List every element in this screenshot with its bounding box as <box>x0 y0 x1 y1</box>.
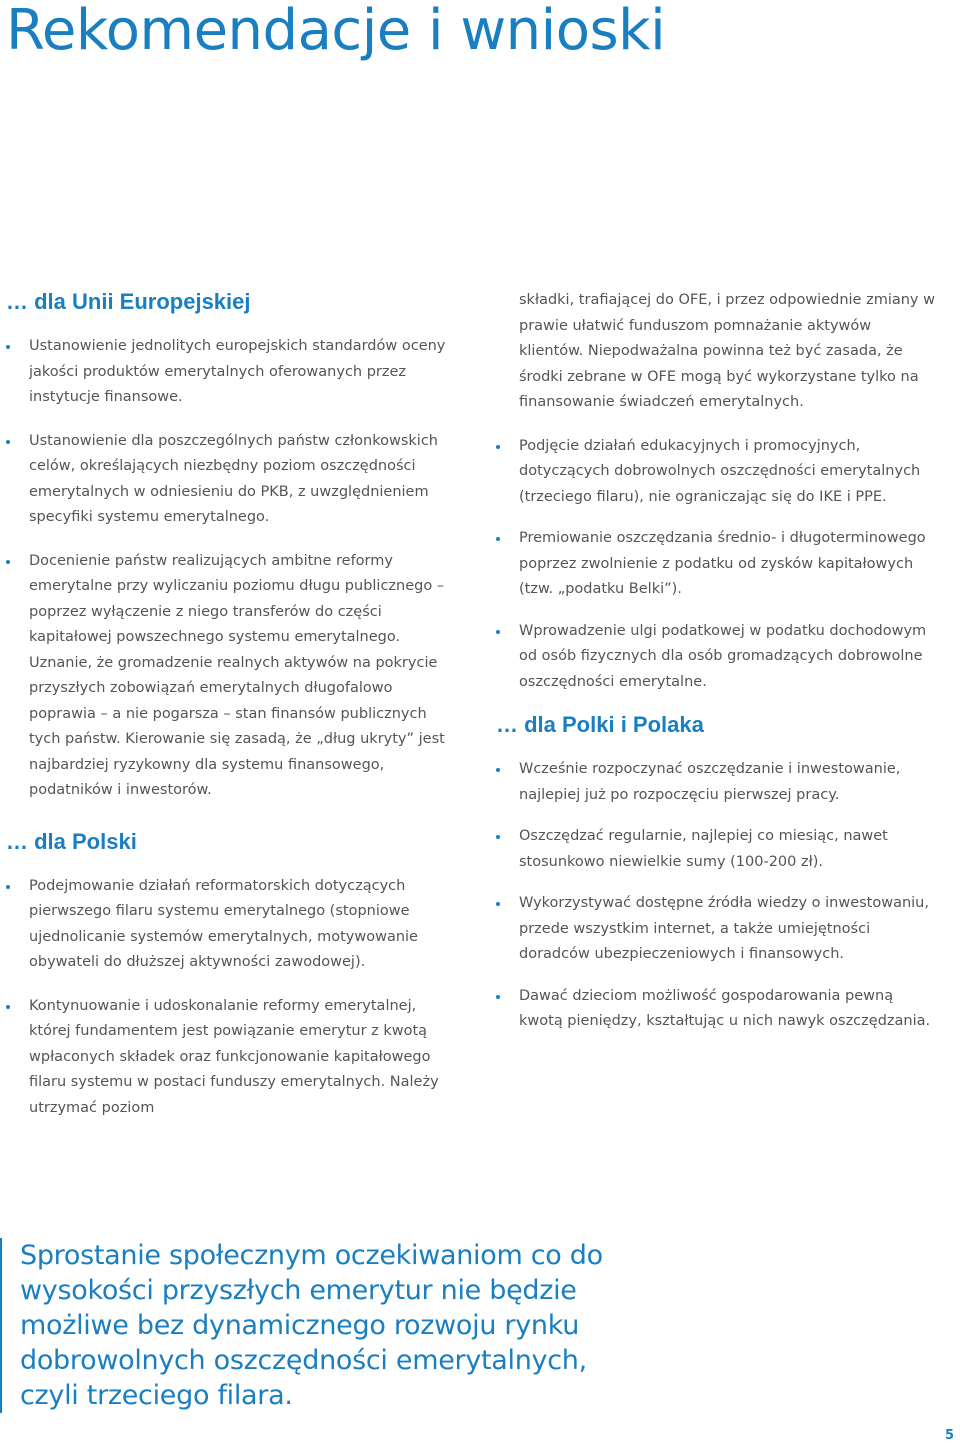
list-item <box>6 874 446 976</box>
bullet-list-poland-continued <box>496 434 936 696</box>
pull-quote-text: Sprostanie społecznym oczekiwaniom co do wysokości przyszłych emerytur nie będzie możliwe bez dynamicznego rozwoju rynku dobrowolnych oszczędności emerytalnych, czyli trzeciego filara. <box>20 1240 603 1411</box>
list-item-text: Ustanowienie dla poszczególnych państw członkowskich celów, określających niezbędny poziom oszczędności emerytalnych w odniesieniu do PKB, z uwzględnieniem specyfiki systemu emerytalnego. <box>29 432 438 525</box>
bullet-icon <box>6 560 10 564</box>
list-item-text: Wcześnie rozpoczynać oszczędzanie i inwestowanie, najlepiej już po rozpoczęciu pierwszej pracy. <box>519 761 901 803</box>
bullet-list-poland <box>6 874 446 1122</box>
bullet-list-citizens <box>496 757 936 1035</box>
list-item-text: Oszczędzać regularnie, najlepiej co miesiąc, nawet stosunkowo niewielkie sumy (100-200 zł). <box>519 828 888 870</box>
list-item-text: Dawać dzieciom możliwość gospodarowania pewną kwotą pieniędzy, kształtując u nich nawyk oszczędzania. <box>519 987 931 1029</box>
list-item-text: Docenienie państw realizujących ambitne reformy emerytalne przy wyliczaniu poziomu długu publicznego – poprzez wyłączenie z niego transferów do części kapitałowej powszechnego systemu emerytalnego. Uznanie, że gromadzenie realnych aktywów na pokrycie przyszłych zobowiązań emerytalnych długofalowo poprawia – a nie pogarsza – stan finansów publicznych tych państw. Kierowanie się zasadą, że „dług ukryty” jest najbardziej ryzykowny dla systemu finansowego, podatników i inwestorów. <box>29 552 445 798</box>
bullet-icon <box>496 835 500 839</box>
list-item <box>496 757 936 808</box>
list-item <box>496 984 936 1035</box>
list-item <box>496 526 936 603</box>
list-item <box>496 891 936 968</box>
continued-paragraph: składki, trafiającej do OFE, i przez odpowiednie zmiany w prawie ułatwić funduszom pomnażanie aktywów klientów. Niepodważalna powinna też być zasada, że środki zebrane w OFE mogą być wykorzystane tylko na finansowanie świadczeń emerytalnych. <box>519 292 935 410</box>
pull-quote <box>0 1238 620 1413</box>
right-column <box>496 288 936 1035</box>
list-item-text: Premiowanie oszczędzania średnio- i długoterminowego poprzez zwolnienie z podatku od zysków kapitałowych (tzw. „podatku Belki”). <box>519 530 926 597</box>
bullet-icon <box>496 630 500 634</box>
list-item <box>6 334 446 411</box>
bullet-icon <box>496 768 500 772</box>
list-item-text: Ustanowienie jednolitych europejskich standardów oceny jakości produktów emerytalnych oferowanych przez instytucje finansowe. <box>29 338 446 405</box>
list-item <box>6 549 446 804</box>
list-item-text: Podejmowanie działań reformatorskich dotyczących pierwszego filaru systemu emerytalnego (stopniowe ujednolicanie systemów emerytalnych, motywowanie obywateli do dłuższej aktywności zawodowej). <box>29 877 418 970</box>
page-title: Rekomendacje i wnioski <box>6 0 666 63</box>
list-item <box>496 824 936 875</box>
bullet-icon <box>6 885 10 889</box>
bullet-icon <box>496 902 500 906</box>
page-number: 5 <box>944 1428 954 1443</box>
list-item <box>496 434 936 511</box>
bullet-icon <box>6 440 10 444</box>
list-item <box>6 429 446 531</box>
section-heading-eu: … dla Unii Europejskiej <box>6 289 251 314</box>
list-item <box>6 994 446 1122</box>
bullet-icon <box>496 537 500 541</box>
bullet-icon <box>496 995 500 999</box>
list-item-text: Kontynuowanie i udoskonalanie reformy emerytalnej, której fundamentem jest powiązanie emerytur z kwotą wpłaconych składek oraz funkcjonowanie kapitałowego filaru systemu w postaci funduszy emerytalnych. Należy utrzymać poziom <box>29 997 439 1116</box>
bullet-list-eu <box>6 334 446 804</box>
left-column <box>6 288 446 1121</box>
list-item-text: Wprowadzenie ulgi podatkowej w podatku dochodowym od osób fizycznych dla osób gromadzących dobrowolne oszczędności emerytalne. <box>519 622 927 690</box>
section-heading-poland: … dla Polski <box>6 828 137 854</box>
bullet-icon <box>496 445 500 449</box>
section-heading-citizens: … dla Polki i Polaka <box>496 712 704 737</box>
list-item-text: Podjęcie działań edukacyjnych i promocyjnych, dotyczących dobrowolnych oszczędności emerytalnych (trzeciego filaru), nie ograniczając się do IKE i PPE. <box>519 437 921 505</box>
bullet-icon <box>6 345 10 349</box>
list-item <box>496 619 936 696</box>
list-item-text: Wykorzystywać dostępne źródła wiedzy o inwestowaniu, przede wszystkim internet, a także umiejętności doradców ubezpieczeniowych i finansowych. <box>519 895 929 962</box>
bullet-icon <box>6 1005 10 1009</box>
